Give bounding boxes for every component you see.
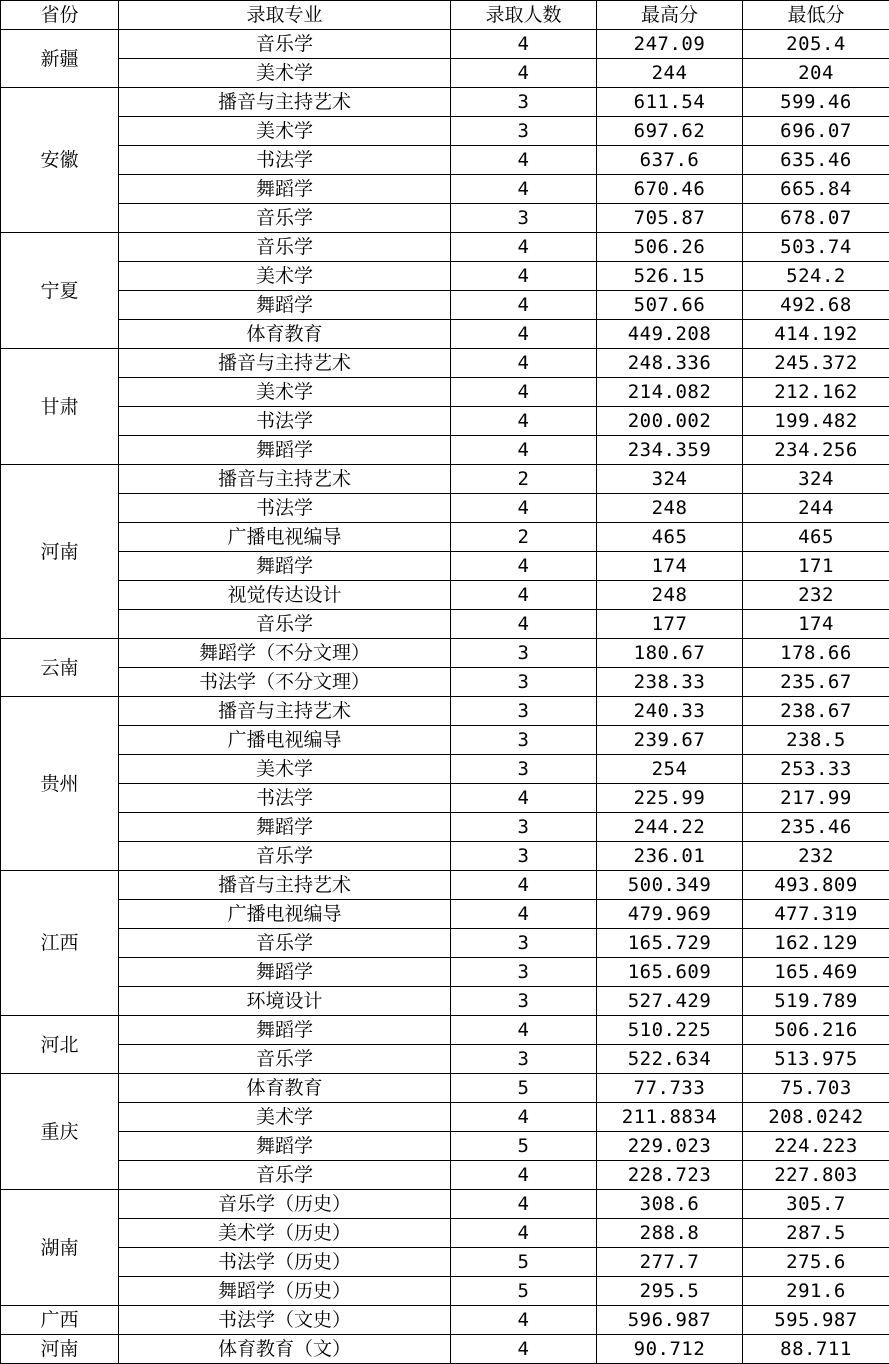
max-score-cell: 324 xyxy=(597,465,743,494)
table-row xyxy=(1,1248,889,1277)
max-score-cell: 596.987 xyxy=(597,1306,743,1335)
min-score-cell: 238.5 xyxy=(743,726,889,755)
major-cell: 书法学 xyxy=(119,407,451,436)
table-row xyxy=(1,1219,889,1248)
table-row xyxy=(1,610,889,639)
table-row xyxy=(1,146,889,175)
max-score-cell: 611.54 xyxy=(597,88,743,117)
max-score-cell: 248.336 xyxy=(597,349,743,378)
table-row xyxy=(1,1103,889,1132)
min-score-cell: 678.07 xyxy=(743,204,889,233)
table-row xyxy=(1,639,889,668)
min-score-cell: 492.68 xyxy=(743,291,889,320)
max-score-cell: 77.733 xyxy=(597,1074,743,1103)
max-score-cell: 288.8 xyxy=(597,1219,743,1248)
max-score-cell: 295.5 xyxy=(597,1277,743,1306)
max-score-cell: 449.208 xyxy=(597,320,743,349)
table-row xyxy=(1,117,889,146)
major-cell: 播音与主持艺术 xyxy=(119,88,451,117)
table-row xyxy=(1,349,889,378)
major-cell: 广播电视编导 xyxy=(119,900,451,929)
count-cell: 3 xyxy=(451,668,597,697)
table-row xyxy=(1,668,889,697)
count-cell: 5 xyxy=(451,1277,597,1306)
count-cell: 4 xyxy=(451,262,597,291)
table-row xyxy=(1,929,889,958)
max-score-cell: 165.729 xyxy=(597,929,743,958)
major-cell: 书法学 xyxy=(119,494,451,523)
max-score-cell: 479.969 xyxy=(597,900,743,929)
min-score-cell: 199.482 xyxy=(743,407,889,436)
count-cell: 4 xyxy=(451,146,597,175)
major-cell: 播音与主持艺术 xyxy=(119,465,451,494)
major-cell: 音乐学（历史） xyxy=(119,1190,451,1219)
min-score-cell: 513.975 xyxy=(743,1045,889,1074)
count-cell: 4 xyxy=(451,349,597,378)
max-score-cell: 240.33 xyxy=(597,697,743,726)
major-cell: 舞蹈学 xyxy=(119,436,451,465)
table-row xyxy=(1,1190,889,1219)
min-score-cell: 477.319 xyxy=(743,900,889,929)
major-cell: 书法学 xyxy=(119,146,451,175)
count-cell: 2 xyxy=(451,465,597,494)
max-score-cell: 239.67 xyxy=(597,726,743,755)
count-cell: 4 xyxy=(451,610,597,639)
max-score-cell: 248 xyxy=(597,581,743,610)
table-row xyxy=(1,697,889,726)
major-cell: 美术学 xyxy=(119,1103,451,1132)
max-score-cell: 697.62 xyxy=(597,117,743,146)
count-cell: 4 xyxy=(451,30,597,59)
count-cell: 3 xyxy=(451,1045,597,1074)
major-cell: 美术学 xyxy=(119,262,451,291)
major-cell: 书法学（不分文理） xyxy=(119,668,451,697)
min-score-cell: 493.809 xyxy=(743,871,889,900)
count-cell: 3 xyxy=(451,117,597,146)
max-score-cell: 507.66 xyxy=(597,291,743,320)
header-min-score: 最低分 xyxy=(743,1,889,30)
table-row xyxy=(1,175,889,204)
min-score-cell: 232 xyxy=(743,581,889,610)
table-row xyxy=(1,755,889,784)
max-score-cell: 174 xyxy=(597,552,743,581)
count-cell: 3 xyxy=(451,929,597,958)
count-cell: 4 xyxy=(451,1306,597,1335)
max-score-cell: 165.609 xyxy=(597,958,743,987)
max-score-cell: 228.723 xyxy=(597,1161,743,1190)
min-score-cell: 171 xyxy=(743,552,889,581)
count-cell: 2 xyxy=(451,523,597,552)
min-score-cell: 162.129 xyxy=(743,929,889,958)
table-row xyxy=(1,842,889,871)
table-row xyxy=(1,958,889,987)
header-count: 录取人数 xyxy=(451,1,597,30)
count-cell: 4 xyxy=(451,378,597,407)
province-cell: 重庆 xyxy=(1,1074,119,1190)
table-row xyxy=(1,30,889,59)
max-score-cell: 90.712 xyxy=(597,1335,743,1364)
table-row xyxy=(1,1074,889,1103)
count-cell: 5 xyxy=(451,1074,597,1103)
major-cell: 广播电视编导 xyxy=(119,726,451,755)
min-score-cell: 165.469 xyxy=(743,958,889,987)
table-row xyxy=(1,1277,889,1306)
major-cell: 音乐学 xyxy=(119,204,451,233)
province-cell: 新疆 xyxy=(1,30,119,88)
header-row xyxy=(1,1,889,30)
max-score-cell: 637.6 xyxy=(597,146,743,175)
min-score-cell: 178.66 xyxy=(743,639,889,668)
table-row xyxy=(1,813,889,842)
major-cell: 舞蹈学 xyxy=(119,1132,451,1161)
table-row xyxy=(1,1132,889,1161)
max-score-cell: 200.002 xyxy=(597,407,743,436)
header-major: 录取专业 xyxy=(119,1,451,30)
count-cell: 5 xyxy=(451,1132,597,1161)
province-cell: 安徽 xyxy=(1,88,119,233)
major-cell: 体育教育 xyxy=(119,320,451,349)
header-province: 省份 xyxy=(1,1,119,30)
province-cell: 湖南 xyxy=(1,1190,119,1306)
max-score-cell: 247.09 xyxy=(597,30,743,59)
major-cell: 视觉传达设计 xyxy=(119,581,451,610)
min-score-cell: 234.256 xyxy=(743,436,889,465)
count-cell: 3 xyxy=(451,639,597,668)
max-score-cell: 236.01 xyxy=(597,842,743,871)
min-score-cell: 503.74 xyxy=(743,233,889,262)
count-cell: 4 xyxy=(451,291,597,320)
max-score-cell: 522.634 xyxy=(597,1045,743,1074)
table-row xyxy=(1,987,889,1016)
min-score-cell: 238.67 xyxy=(743,697,889,726)
major-cell: 体育教育（文） xyxy=(119,1335,451,1364)
major-cell: 美术学（历史） xyxy=(119,1219,451,1248)
major-cell: 舞蹈学 xyxy=(119,552,451,581)
min-score-cell: 208.0242 xyxy=(743,1103,889,1132)
major-cell: 舞蹈学 xyxy=(119,813,451,842)
count-cell: 4 xyxy=(451,233,597,262)
min-score-cell: 305.7 xyxy=(743,1190,889,1219)
count-cell: 4 xyxy=(451,320,597,349)
table-row xyxy=(1,233,889,262)
max-score-cell: 254 xyxy=(597,755,743,784)
table-row xyxy=(1,1045,889,1074)
major-cell: 音乐学 xyxy=(119,929,451,958)
table-row xyxy=(1,204,889,233)
count-cell: 4 xyxy=(451,900,597,929)
major-cell: 音乐学 xyxy=(119,842,451,871)
province-cell: 贵州 xyxy=(1,697,119,871)
max-score-cell: 705.87 xyxy=(597,204,743,233)
major-cell: 广播电视编导 xyxy=(119,523,451,552)
min-score-cell: 291.6 xyxy=(743,1277,889,1306)
min-score-cell: 235.46 xyxy=(743,813,889,842)
major-cell: 播音与主持艺术 xyxy=(119,349,451,378)
major-cell: 环境设计 xyxy=(119,987,451,1016)
min-score-cell: 635.46 xyxy=(743,146,889,175)
major-cell: 书法学 xyxy=(119,784,451,813)
major-cell: 音乐学 xyxy=(119,1045,451,1074)
min-score-cell: 599.46 xyxy=(743,88,889,117)
table-body xyxy=(1,30,889,1364)
max-score-cell: 465 xyxy=(597,523,743,552)
max-score-cell: 506.26 xyxy=(597,233,743,262)
min-score-cell: 506.216 xyxy=(743,1016,889,1045)
count-cell: 4 xyxy=(451,1016,597,1045)
count-cell: 3 xyxy=(451,813,597,842)
province-cell: 甘肃 xyxy=(1,349,119,465)
max-score-cell: 225.99 xyxy=(597,784,743,813)
count-cell: 3 xyxy=(451,204,597,233)
min-score-cell: 595.987 xyxy=(743,1306,889,1335)
major-cell: 舞蹈学 xyxy=(119,175,451,204)
min-score-cell: 217.99 xyxy=(743,784,889,813)
major-cell: 体育教育 xyxy=(119,1074,451,1103)
header-max-score: 最高分 xyxy=(597,1,743,30)
min-score-cell: 174 xyxy=(743,610,889,639)
min-score-cell: 519.789 xyxy=(743,987,889,1016)
table-row xyxy=(1,59,889,88)
table-row xyxy=(1,1306,889,1335)
count-cell: 3 xyxy=(451,842,597,871)
min-score-cell: 88.711 xyxy=(743,1335,889,1364)
max-score-cell: 277.7 xyxy=(597,1248,743,1277)
major-cell: 舞蹈学 xyxy=(119,958,451,987)
max-score-cell: 500.349 xyxy=(597,871,743,900)
count-cell: 4 xyxy=(451,784,597,813)
count-cell: 3 xyxy=(451,697,597,726)
min-score-cell: 75.703 xyxy=(743,1074,889,1103)
table-row xyxy=(1,871,889,900)
count-cell: 4 xyxy=(451,1335,597,1364)
min-score-cell: 235.67 xyxy=(743,668,889,697)
max-score-cell: 244 xyxy=(597,59,743,88)
count-cell: 3 xyxy=(451,755,597,784)
major-cell: 音乐学 xyxy=(119,610,451,639)
max-score-cell: 244.22 xyxy=(597,813,743,842)
max-score-cell: 527.429 xyxy=(597,987,743,1016)
table-row xyxy=(1,88,889,117)
major-cell: 书法学（文史） xyxy=(119,1306,451,1335)
min-score-cell: 227.803 xyxy=(743,1161,889,1190)
max-score-cell: 670.46 xyxy=(597,175,743,204)
min-score-cell: 245.372 xyxy=(743,349,889,378)
table-row xyxy=(1,262,889,291)
province-cell: 云南 xyxy=(1,639,119,697)
max-score-cell: 238.33 xyxy=(597,668,743,697)
province-cell: 江西 xyxy=(1,871,119,1016)
major-cell: 舞蹈学 xyxy=(119,291,451,320)
count-cell: 4 xyxy=(451,175,597,204)
table-row xyxy=(1,378,889,407)
count-cell: 3 xyxy=(451,726,597,755)
major-cell: 美术学 xyxy=(119,59,451,88)
table-row xyxy=(1,900,889,929)
count-cell: 4 xyxy=(451,1219,597,1248)
major-cell: 音乐学 xyxy=(119,233,451,262)
min-score-cell: 224.223 xyxy=(743,1132,889,1161)
count-cell: 4 xyxy=(451,552,597,581)
table-row xyxy=(1,726,889,755)
max-score-cell: 510.225 xyxy=(597,1016,743,1045)
min-score-cell: 253.33 xyxy=(743,755,889,784)
count-cell: 4 xyxy=(451,1190,597,1219)
max-score-cell: 229.023 xyxy=(597,1132,743,1161)
count-cell: 4 xyxy=(451,407,597,436)
table-row xyxy=(1,784,889,813)
province-cell: 广西 xyxy=(1,1306,119,1335)
min-score-cell: 465 xyxy=(743,523,889,552)
max-score-cell: 526.15 xyxy=(597,262,743,291)
min-score-cell: 232 xyxy=(743,842,889,871)
min-score-cell: 524.2 xyxy=(743,262,889,291)
count-cell: 4 xyxy=(451,871,597,900)
count-cell: 5 xyxy=(451,1248,597,1277)
count-cell: 4 xyxy=(451,1103,597,1132)
max-score-cell: 248 xyxy=(597,494,743,523)
min-score-cell: 324 xyxy=(743,465,889,494)
table-row xyxy=(1,523,889,552)
province-cell: 河北 xyxy=(1,1016,119,1074)
table-row xyxy=(1,291,889,320)
min-score-cell: 244 xyxy=(743,494,889,523)
major-cell: 舞蹈学（不分文理） xyxy=(119,639,451,668)
major-cell: 播音与主持艺术 xyxy=(119,697,451,726)
min-score-cell: 414.192 xyxy=(743,320,889,349)
province-cell: 宁夏 xyxy=(1,233,119,349)
table-row xyxy=(1,1335,889,1364)
table-row xyxy=(1,494,889,523)
max-score-cell: 177 xyxy=(597,610,743,639)
min-score-cell: 287.5 xyxy=(743,1219,889,1248)
min-score-cell: 696.07 xyxy=(743,117,889,146)
table-row xyxy=(1,1161,889,1190)
table-row xyxy=(1,436,889,465)
major-cell: 美术学 xyxy=(119,755,451,784)
min-score-cell: 204 xyxy=(743,59,889,88)
count-cell: 4 xyxy=(451,581,597,610)
count-cell: 3 xyxy=(451,958,597,987)
min-score-cell: 205.4 xyxy=(743,30,889,59)
table-row xyxy=(1,320,889,349)
province-cell: 河南 xyxy=(1,465,119,639)
major-cell: 书法学（历史） xyxy=(119,1248,451,1277)
table-row xyxy=(1,581,889,610)
major-cell: 舞蹈学（历史） xyxy=(119,1277,451,1306)
count-cell: 4 xyxy=(451,1161,597,1190)
major-cell: 舞蹈学 xyxy=(119,1016,451,1045)
major-cell: 音乐学 xyxy=(119,1161,451,1190)
max-score-cell: 211.8834 xyxy=(597,1103,743,1132)
count-cell: 3 xyxy=(451,987,597,1016)
table-row xyxy=(1,465,889,494)
count-cell: 4 xyxy=(451,436,597,465)
max-score-cell: 214.082 xyxy=(597,378,743,407)
min-score-cell: 275.6 xyxy=(743,1248,889,1277)
min-score-cell: 665.84 xyxy=(743,175,889,204)
major-cell: 美术学 xyxy=(119,117,451,146)
table-row xyxy=(1,552,889,581)
count-cell: 4 xyxy=(451,494,597,523)
province-cell: 河南 xyxy=(1,1335,119,1364)
max-score-cell: 234.359 xyxy=(597,436,743,465)
max-score-cell: 180.67 xyxy=(597,639,743,668)
count-cell: 4 xyxy=(451,59,597,88)
major-cell: 播音与主持艺术 xyxy=(119,871,451,900)
major-cell: 美术学 xyxy=(119,378,451,407)
major-cell: 音乐学 xyxy=(119,30,451,59)
max-score-cell: 308.6 xyxy=(597,1190,743,1219)
table-row xyxy=(1,1016,889,1045)
table-row xyxy=(1,407,889,436)
count-cell: 3 xyxy=(451,88,597,117)
min-score-cell: 212.162 xyxy=(743,378,889,407)
